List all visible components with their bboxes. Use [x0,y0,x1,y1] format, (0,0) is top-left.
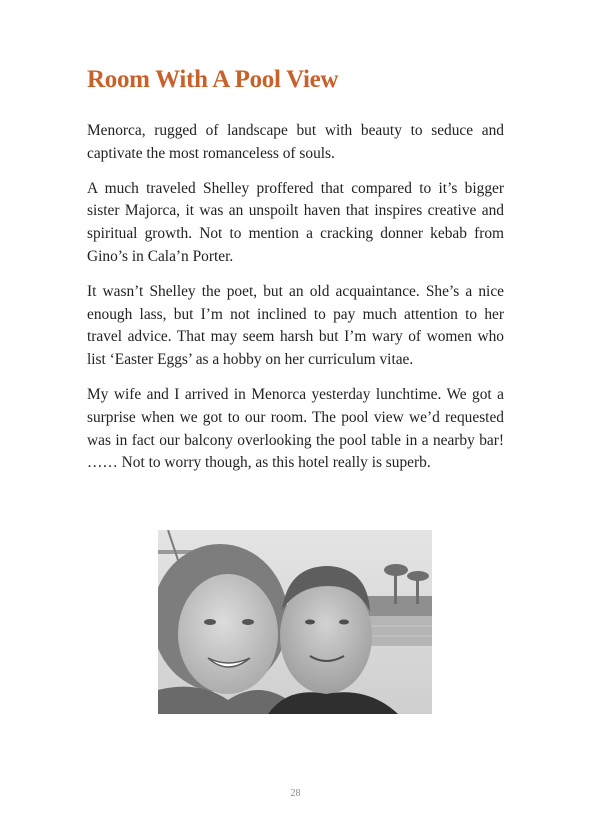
body-text [87,120,504,487]
page-number: 28 [290,788,301,799]
paragraph-2: A much traveled Shelley proffered that compared to it’s bigger sister Majorca, it was an unspoilt haven that inspires creative and spiritual growth. Not to mention a cracking donner kebab from Gino’s in Cala’n Porter. [87,179,504,265]
page-title: Room With A Pool View [87,66,339,93]
paragraph-1: Menorca, rugged of landscape but with beauty to seduce and captivate the most romanceless of souls. [87,122,504,162]
photo-illustration [158,530,432,714]
paragraph-3: It wasn’t Shelley the poet, but an old acquaintance. She’s a nice enough lass, but I’m not inclined to pay much attention to her travel advice. That may seem harsh but I’m wary of women who list ‘Easter Eggs’ as a hobby on her curriculum vitae. [87,282,504,369]
paragraph-4: My wife and I arrived in Menorca yesterday lunchtime. We got a surprise when we got to our room. The pool view we’d requested was in fact our balcony overlooking the pool table in a nearby bar! …… Not to worry though, as this hotel really is superb. [87,385,504,472]
couple-selfie-photo [158,530,432,714]
